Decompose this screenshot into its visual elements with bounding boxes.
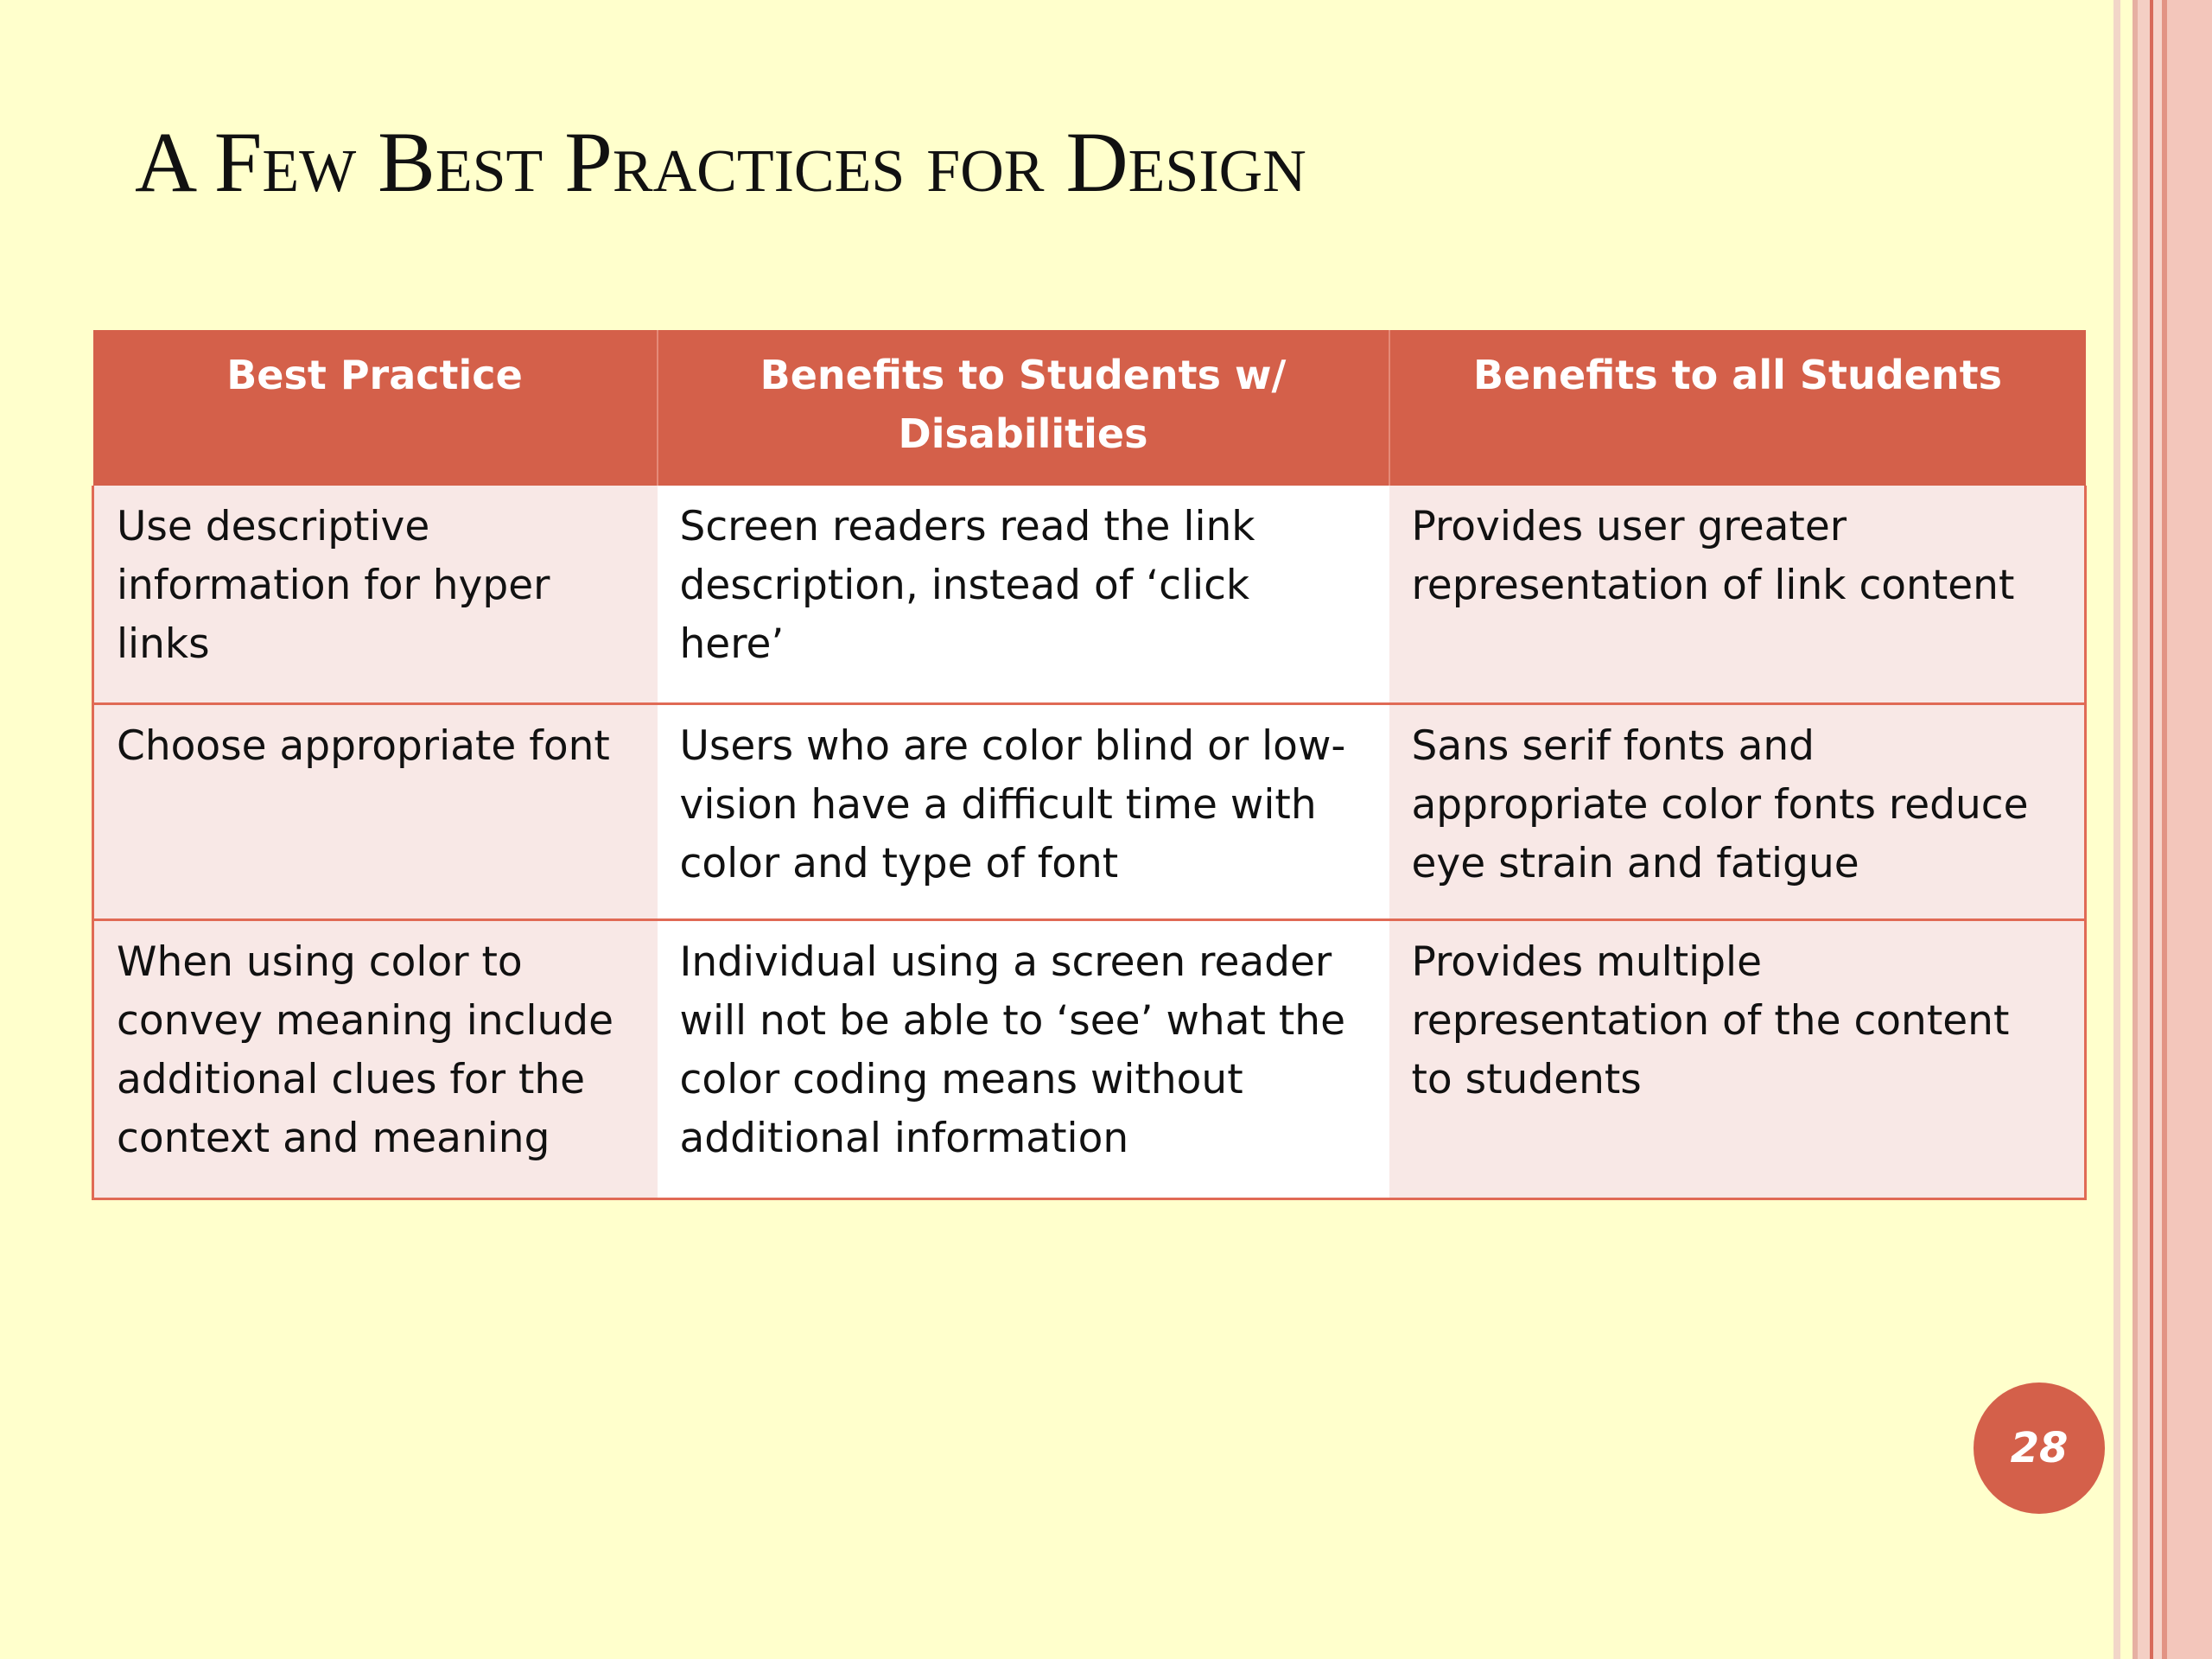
cell-best-practice: Choose appropriate font	[93, 703, 658, 919]
header-benefits-disabilities: Benefits to Students w/ Disabilities	[658, 330, 1389, 486]
decorative-stripe	[2113, 0, 2120, 1659]
table-header-row	[93, 330, 2086, 486]
header-best-practice: Best Practice	[93, 330, 658, 486]
cell-benefit-all: Provides multiple representation of the content to students	[1389, 919, 2086, 1198]
table-row	[93, 703, 2086, 919]
slide-title: A Few Best Practices for Design	[135, 114, 1306, 210]
table-row	[93, 486, 2086, 703]
decorative-stripe	[2138, 0, 2150, 1659]
cell-benefit-all: Provides user greater representation of link content	[1389, 486, 2086, 703]
page-number-badge: 28	[1974, 1382, 2105, 1514]
cell-benefit-disabilities: Users who are color blind or low-vision have a difficult time with color and type of font	[658, 703, 1389, 919]
best-practices-table	[92, 330, 2087, 1200]
cell-benefit-disabilities: Individual using a screen reader will not be able to ‘see’ what the color coding means without additional information	[658, 919, 1389, 1198]
header-benefits-all: Benefits to all Students	[1389, 330, 2086, 486]
cell-benefit-disabilities: Screen readers read the link description, instead of ‘click here’	[658, 486, 1389, 703]
decorative-stripe	[2167, 0, 2212, 1659]
decorative-stripe	[2120, 0, 2133, 1659]
cell-benefit-all: Sans serif fonts and appropriate color fonts reduce eye strain and fatigue	[1389, 703, 2086, 919]
cell-best-practice: When using color to convey meaning include additional clues for the context and meaning	[93, 919, 658, 1198]
table-row	[93, 919, 2086, 1198]
decorative-stripe	[2153, 0, 2162, 1659]
cell-best-practice: Use descriptive information for hyper links	[93, 486, 658, 703]
